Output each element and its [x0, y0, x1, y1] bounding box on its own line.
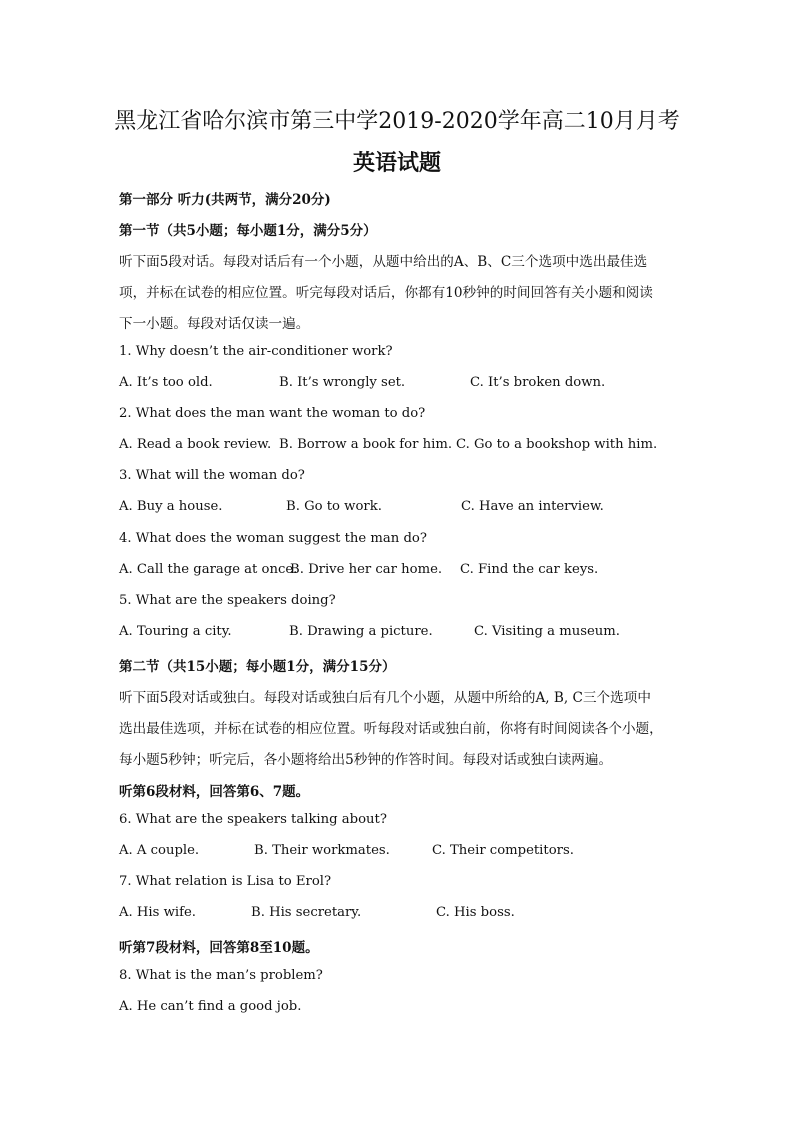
q3-option-a: A. Buy a house. [119, 499, 223, 514]
q3-option-c: C. Have an interview. [461, 499, 604, 514]
q7-option-c: C. His boss. [436, 905, 515, 920]
q6-option-a: A. A couple. [119, 843, 200, 858]
q4-option-b: B. Drive her car home. [290, 562, 443, 577]
question-6: 6. What are the speakers talking about? [119, 812, 387, 827]
q4-option-c: C. Find the car keys. [460, 562, 599, 577]
section1-heading: 第一节（共5小题；每小题1分，满分5分） [119, 223, 377, 239]
page-subtitle: 英语试题 [352, 150, 441, 176]
q7-option-a: A. His wife. [119, 905, 196, 920]
question-4: 4. What does the woman suggest the man do? [119, 531, 427, 546]
section2-instruction-line: 每小题5秒钟；听完后，各小题将给出5秒钟的作答时间。每段对话或独白读两遍。 [119, 752, 613, 768]
question-3: 3. What will the woman do? [119, 468, 305, 483]
section2-instruction-line: 选出最佳选项，并标在试卷的相应位置。听每段对话或独白前，你将有时间阅读各个小题， [119, 721, 663, 737]
q6-option-c: C. Their competitors. [432, 843, 574, 858]
q3-option-b: B. Go to work. [286, 499, 382, 514]
q1-option-b: B. It’s wrongly set. [279, 375, 406, 390]
question-5: 5. What are the speakers doing? [119, 593, 336, 608]
q1-option-c: C. It’s broken down. [470, 375, 606, 390]
part1-heading: 第一部分 听力(共两节，满分20分) [119, 192, 331, 208]
q2-option-b: B. Borrow a book for him. [279, 437, 453, 452]
q5-option-a: A. Touring a city. [119, 624, 232, 639]
page-title: 黑龙江省哈尔滨市第三中学2019-2020学年高二10月月考 [114, 109, 680, 134]
question-1: 1. Why doesn’t the air-conditioner work? [119, 344, 393, 359]
q2-option-a: A. Read a book review. [119, 437, 272, 452]
section2-heading: 第二节（共15小题；每小题1分，满分15分） [119, 659, 396, 675]
q2-option-c: C. Go to a bookshop with him. [456, 437, 658, 452]
q8-option-a: A. He can’t find a good job. [119, 999, 302, 1014]
section1-instruction-line: 下一小题。每段对话仅读一遍。 [119, 316, 310, 332]
section2-instruction-line: 听下面5段对话或独白。每段对话或独白后有几个小题，从题中所给的A, B, C三个选项中 [119, 690, 651, 706]
q5-option-b: B. Drawing a picture. [289, 624, 433, 639]
section1-instruction-line: 听下面5段对话。每段对话后有一个小题，从题中给出的A、B、C三个选项中选出最佳选 [119, 254, 648, 270]
q4-option-a: A. Call the garage at once. [119, 562, 298, 577]
section1-instruction-line: 项，并标在试卷的相应位置。听完每段对话后，你都有10秒钟的时间回答有关小题和阅读 [119, 285, 653, 301]
q6-option-b: B. Their workmates. [254, 843, 390, 858]
material-7-heading: 听第7段材料，回答第8至10题。 [119, 940, 319, 956]
question-8: 8. What is the man’s problem? [119, 968, 323, 983]
material-6-heading: 听第6段材料，回答第6、7题。 [119, 784, 310, 800]
q7-option-b: B. His secretary. [251, 905, 362, 920]
q5-option-c: C. Visiting a museum. [474, 624, 620, 639]
q1-option-a: A. It’s too old. [119, 375, 213, 390]
question-7: 7. What relation is Lisa to Erol? [119, 874, 332, 889]
question-2: 2. What does the man want the woman to do? [119, 406, 426, 421]
